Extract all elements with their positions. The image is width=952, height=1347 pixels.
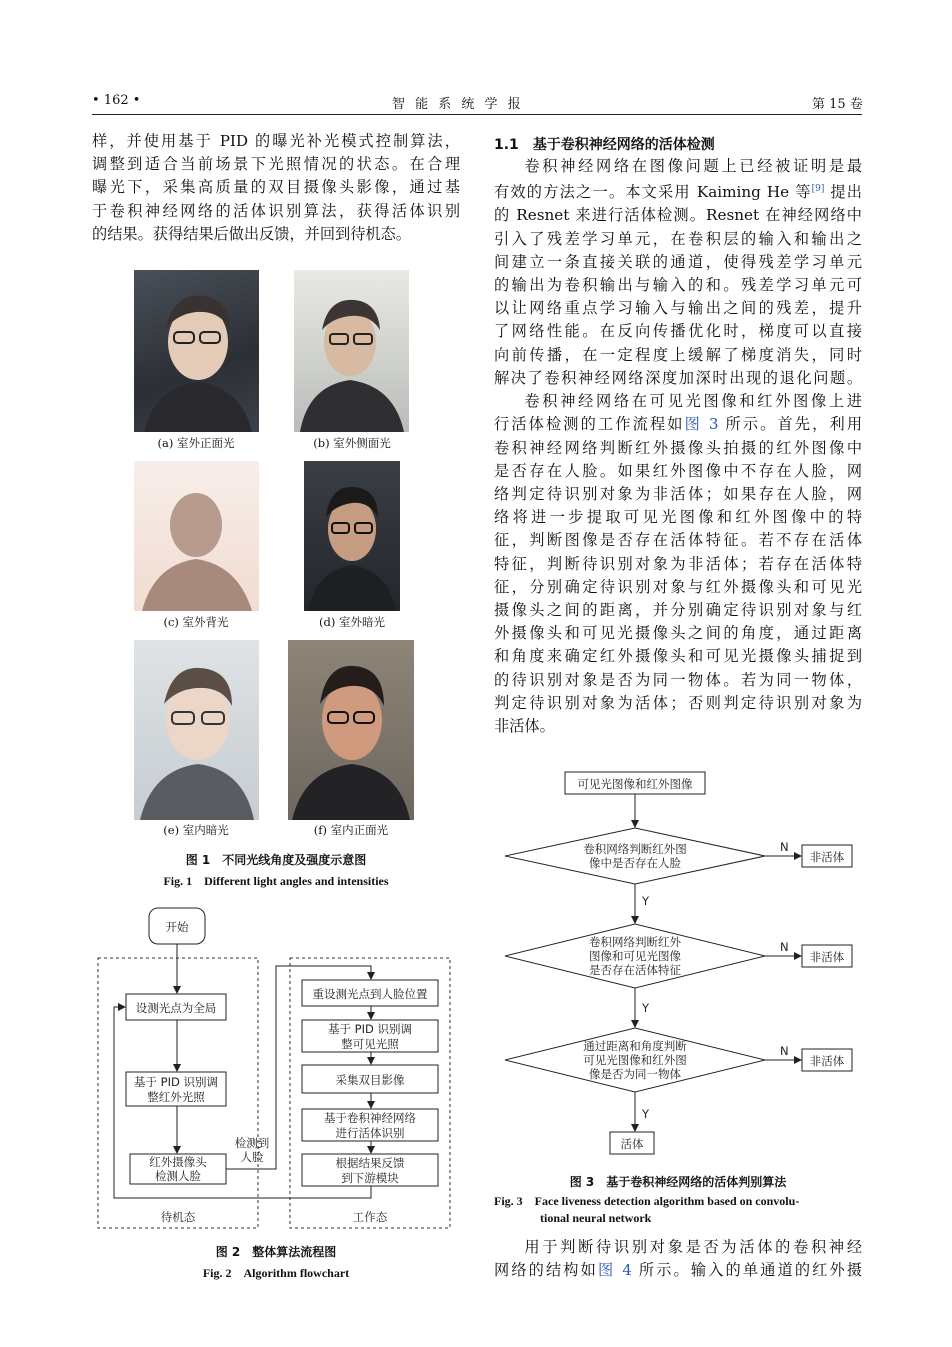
fig3-title-en: Fig. 3 Face liveness detection algorithm based on convolu-: [494, 1194, 800, 1208]
algorithm-flowchart: [92, 900, 462, 1235]
caption-e: (e) 室内暗光: [163, 823, 229, 837]
text-line: 非活体。: [494, 716, 555, 735]
figure-3-link[interactable]: 图 3: [684, 415, 719, 434]
no-label: N: [780, 1044, 789, 1058]
left-intro-paragraph: [92, 130, 460, 246]
decision-text: 可见光图像和红外图: [583, 1053, 687, 1067]
text-line: 判定待识别对象为活体；否则判定待识别对象为: [494, 693, 862, 712]
photo-outdoor-side-light: [294, 270, 409, 432]
no-label: N: [780, 940, 789, 954]
text-line: 是否存在人脸。如果红外图像中不存在人脸，网: [494, 461, 862, 480]
fig2-title-cn: 图 2 整体算法流程图: [215, 1245, 337, 1259]
nonlive-label: 非活体: [809, 950, 845, 964]
decision-text: 卷积网络判断红外: [589, 935, 681, 949]
volume-label: 第 15 卷: [812, 97, 863, 112]
decision-text: 图像和可见光图像: [589, 949, 681, 963]
yes-label: Y: [642, 1001, 650, 1015]
box-text: 基于 PID 识别调: [134, 1075, 218, 1089]
photo-outdoor-front-light: [134, 270, 259, 432]
right-paragraph-3: [494, 1236, 862, 1282]
text-line: 和角度来确定红外摄像头和可见光摄像头捕捉到: [494, 647, 862, 666]
text-line: 间建立一条直接关联的通道，使得残差学习单元: [494, 252, 862, 271]
text-line: 于卷积神经网络的活体识别算法，获得活体识别: [92, 201, 460, 220]
detected-face-label: 检测到: [234, 1136, 270, 1150]
liveness-flowchart: [494, 768, 864, 1168]
journal-title: 智 能 系 统 学 报: [392, 97, 524, 112]
box-text: 红外摄像头: [149, 1155, 207, 1169]
box-text: 设测光点为全局: [135, 1001, 217, 1015]
box-text: 到下游模块: [341, 1171, 399, 1185]
text-line: 的结果。获得结果后做出反馈，并回到待机态。: [92, 224, 411, 243]
standby-label: 待机态: [160, 1210, 196, 1224]
text-line: 征，判断图像是否存在活体特征。若不存在活体: [494, 531, 862, 550]
text-line: 向前传播，在一定程度上缓解了梯度消失，同时: [494, 345, 862, 364]
photo-outdoor-backlight: [134, 461, 259, 611]
box-text: 重设测光点到人脸位置: [312, 987, 428, 1001]
box-text: 整红外光照: [147, 1090, 205, 1104]
photo-indoor-front-light: [288, 640, 414, 820]
box-text: 整可见光照: [341, 1037, 399, 1051]
text-line: 网络的结构如图 4 所示。输入的单通道的红外摄: [494, 1261, 863, 1280]
photo-outdoor-dark: [304, 461, 400, 611]
text-line: 的待识别对象是否为同一物体。若为同一物体，: [494, 670, 862, 689]
text-line: 调整到适合当前场景下光照情况的状态。在合理: [92, 155, 460, 174]
box-text: 检测人脸: [155, 1169, 201, 1183]
header-rule: [92, 114, 862, 115]
text-line: 卷积神经网络判断红外摄像头拍摄的红外图像中: [494, 438, 862, 457]
right-paragraph-1: [494, 155, 862, 738]
text-line: 的输出为卷积输出与输入的和。残差学习单元可: [494, 276, 862, 295]
text-line: 卷积神经网络在可见光图像和红外图像上进: [524, 392, 862, 411]
text-line: 用于判断待识别对象是否为活体的卷积神经: [524, 1238, 862, 1256]
decision-text: 是否存在活体特征: [589, 963, 681, 977]
section-title: 1.1 基于卷积神经网络的活体检测: [494, 137, 715, 153]
text-line: 有效的方法之一。本文采用 Kaiming He 等[9] 提出: [494, 183, 862, 202]
text-line: 摄像头之间的距离，并分别确定待识别对象与红: [494, 600, 862, 619]
decision-text: 像是否为同一物体: [589, 1067, 681, 1081]
fig3-title-cn: 图 3 基于卷积神经网络的活体判别算法: [569, 1175, 787, 1189]
text-line: 样，并使用基于 PID 的曝光补光模式控制算法，: [92, 132, 460, 150]
citation[interactable]: [9]: [811, 184, 825, 195]
caption-b: (b) 室外侧面光: [313, 436, 391, 450]
nonlive-label: 非活体: [809, 1054, 845, 1068]
decision-text: 卷积网络判断红外图: [583, 842, 687, 856]
fig3-title-en-2: tional neural network: [540, 1211, 652, 1225]
caption-f: (f) 室内正面光: [313, 823, 389, 837]
text-line: 曝光下，采集高质量的双目摄像头影像，通过基: [92, 178, 460, 197]
box-text: 进行活体识别: [335, 1126, 405, 1140]
box-text: 基于 PID 识别调: [328, 1022, 412, 1036]
text-line: 以让网络重点学习输入与输出之间的残差，提升: [494, 299, 862, 318]
caption-d: (d) 室外暗光: [319, 615, 385, 629]
text-line: 卷积神经网络在图像问题上已经被证明是最: [524, 157, 862, 175]
start-label: 开始: [165, 920, 189, 934]
input-label: 可见光图像和红外图像: [577, 777, 693, 791]
box-text: 采集双目影像: [335, 1073, 405, 1087]
no-label: N: [780, 840, 789, 854]
fig2-title-en: Fig. 2 Algorithm flowchart: [202, 1266, 350, 1280]
caption-a: (a) 室外正面光: [157, 436, 235, 450]
fig1-title-cn: 图 1 不同光线角度及强度示意图: [185, 853, 367, 867]
fig1-title-en: Fig. 1 Different light angles and intensities: [163, 874, 389, 888]
figure-4-link[interactable]: 图 4: [597, 1261, 632, 1280]
text-line: 外摄像头和可见光摄像头之间的角度，通过距离: [494, 624, 862, 643]
text-line: 引入了残差学习单元，在卷积层的输入和输出之: [494, 229, 862, 248]
live-label: 活体: [620, 1137, 644, 1151]
text-line: 络将进一步提取可见光图像和红外图像中的特: [494, 508, 862, 527]
yes-label: Y: [642, 1107, 650, 1121]
yes-label: Y: [642, 894, 650, 908]
detected-face-label: 人脸: [240, 1150, 264, 1164]
text-line: 的 Resnet 来进行活体检测。Resnet 在神经网络中: [494, 206, 862, 225]
nonlive-label: 非活体: [809, 850, 845, 864]
text-line: 行活体检测的工作流程如图 3 所示。首先，利用: [494, 415, 863, 434]
decision-text: 像中是否存在人脸: [589, 856, 681, 870]
photo-indoor-dark: [134, 640, 259, 820]
text-line: 解决了卷积神经网络深度加深时出现的退化问题。: [494, 368, 862, 387]
text-line: 络判定待识别对象为非活体；如果存在人脸，网: [494, 484, 862, 503]
text-line: 特征，判断待识别对象为非活体；若存在活体特: [494, 554, 862, 573]
caption-c: (c) 室外背光: [163, 615, 229, 629]
decision-text: 通过距离和角度判断: [583, 1039, 687, 1053]
working-label: 工作态: [352, 1210, 388, 1224]
text-line: 了网络性能。在反向传播优化时，梯度可以直接: [494, 322, 862, 341]
text-line: 征，分别确定待识别对象与红外摄像头和可见光: [494, 577, 862, 596]
box-text: 基于卷积神经网络: [324, 1111, 416, 1125]
box-text: 根据结果反馈: [335, 1156, 405, 1170]
page-number: • 162 •: [92, 93, 141, 108]
